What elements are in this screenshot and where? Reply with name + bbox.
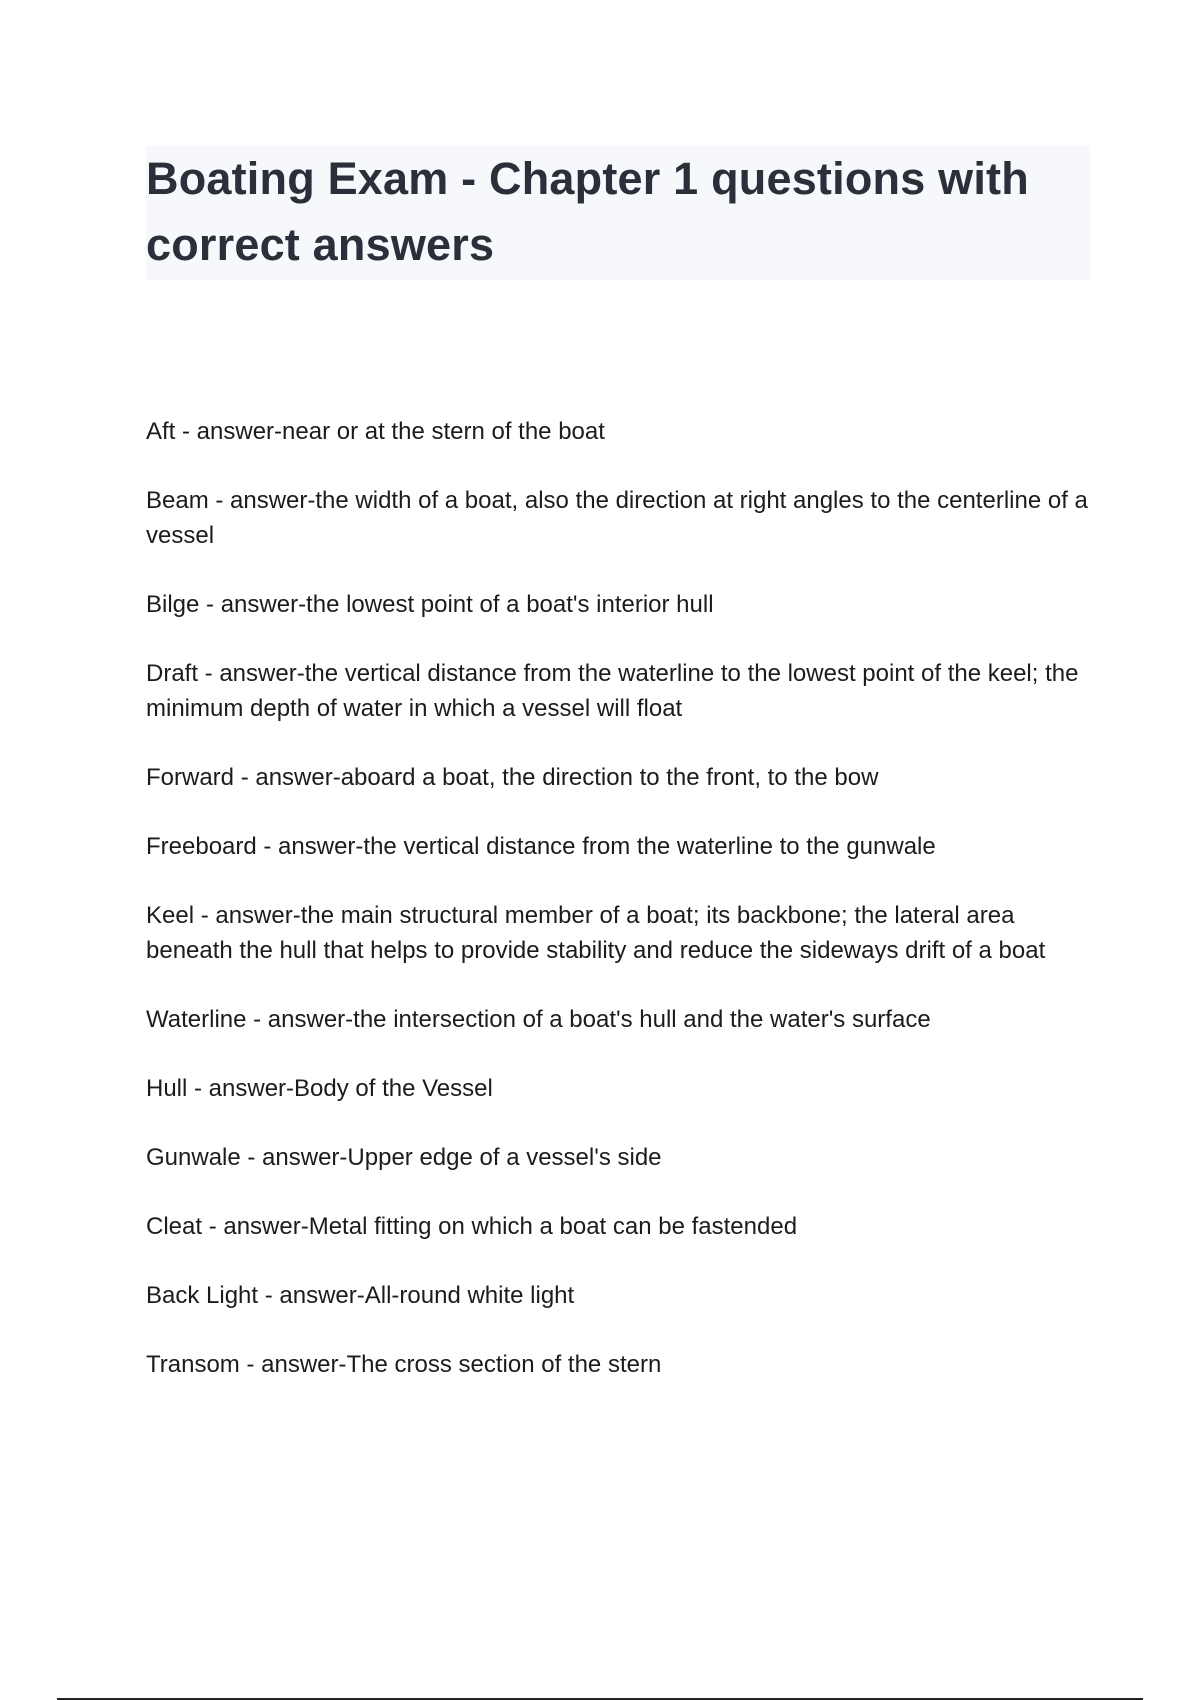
glossary-entry: Aft - answer-near or at the stern of the boat [146,418,605,445]
glossary-entry: Waterline - answer-the intersection of a boat's hull and the water's surface [146,1006,931,1033]
glossary-entry: Hull - answer-Body of the Vessel [146,1075,493,1102]
glossary-entry: Keel - answer-the main structural member of a boat; its backbone; the lateral area beneath the hull that helps to provide stability and reduce the sideways drift of a boat [146,902,1046,964]
glossary-entry: Gunwale - answer-Upper edge of a vessel's side [146,1144,662,1171]
glossary-entry: Forward - answer-aboard a boat, the direction to the front, to the bow [146,764,879,791]
document-title: Boating Exam - Chapter 1 questions with correct answers [146,153,1029,270]
title-banner [146,146,1090,280]
glossary-entry: Bilge - answer-the lowest point of a boat's interior hull [146,591,714,618]
glossary-entry: Beam - answer-the width of a boat, also the direction at right angles to the centerline of a vessel [146,487,1088,549]
glossary-entry: Freeboard - answer-the vertical distance from the waterline to the gunwale [146,833,936,860]
glossary-entry: Back Light - answer-All-round white light [146,1282,575,1309]
glossary-entry: Draft - answer-the vertical distance from the waterline to the lowest point of the keel; the minimum depth of water in which a vessel will float [146,660,1079,722]
glossary-list [146,414,1090,1416]
glossary-entry: Transom - answer-The cross section of the stern [146,1351,662,1378]
glossary-entry: Cleat - answer-Metal fitting on which a boat can be fastended [146,1213,798,1240]
